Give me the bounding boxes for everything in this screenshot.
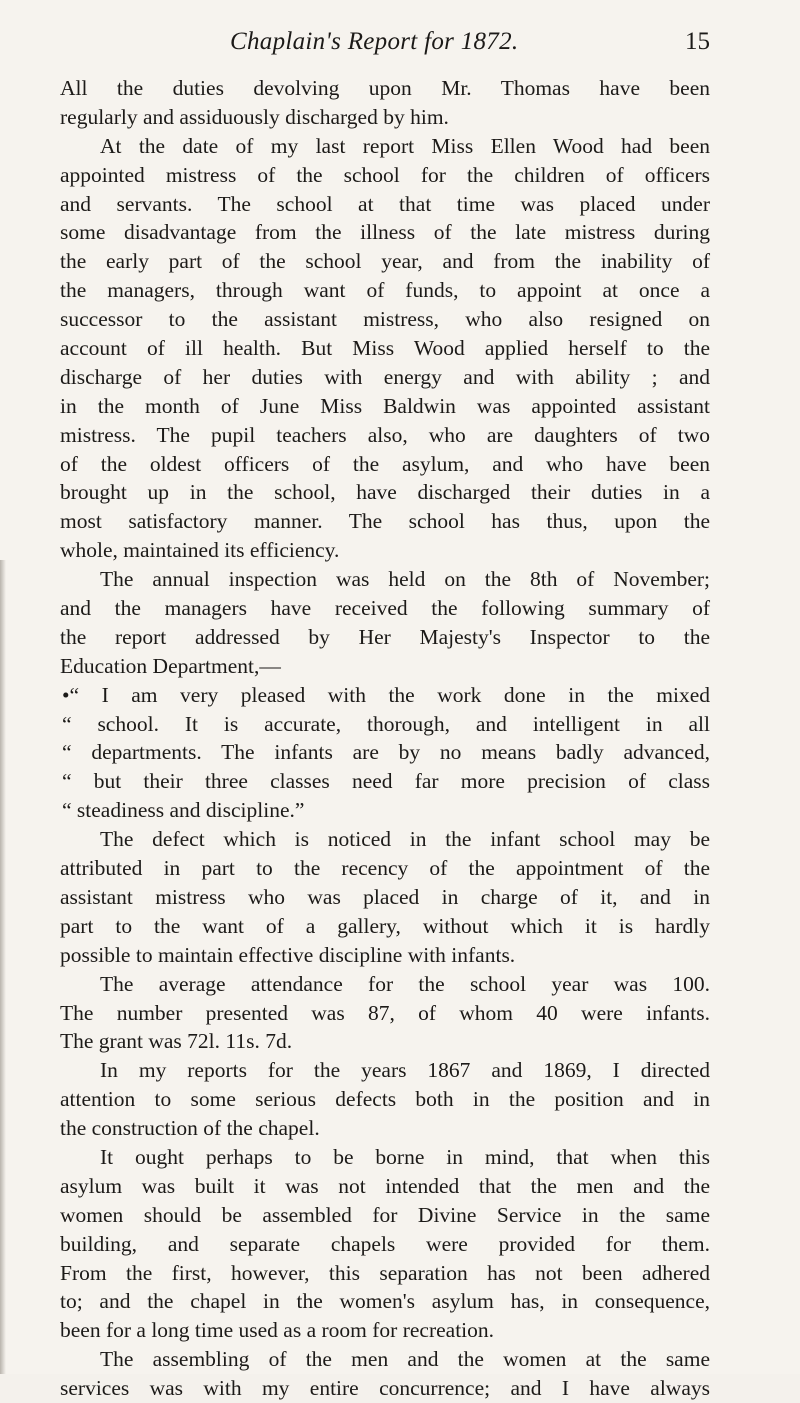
quote-line: “ but their three classes need far more precision of class	[62, 769, 710, 794]
text-line: and the managers have received the following summary of	[60, 596, 710, 621]
text-line: Education Department,—	[60, 653, 281, 678]
text-line: women should be assembled for Divine Service in the same	[60, 1202, 710, 1227]
text-line: The assembling of the men and the women at the same	[100, 1347, 710, 1372]
running-title: Chaplain's Report for 1872.	[230, 28, 519, 55]
body-text	[60, 74, 710, 1403]
text-line: The number presented was 87, of whom 40 were infants.	[60, 1000, 710, 1025]
text-line: mistress. The pupil teachers also, who are daughters of two	[60, 422, 710, 447]
text-line: The grant was 72l. 11s. 7d.	[60, 1029, 293, 1054]
text-line: most satisfactory manner. The school has thus, upon the	[60, 509, 710, 534]
text-line: brought up in the school, have discharged their duties in a	[60, 480, 710, 505]
text-line: At the date of my last report Miss Ellen Wood had been	[100, 133, 710, 158]
text-line: attributed in part to the recency of the appointment of the	[60, 856, 710, 881]
page-header	[230, 28, 710, 68]
text-line: regularly and assiduously discharged by him.	[60, 104, 449, 129]
text-line: in the month of June Miss Baldwin was appointed assistant	[60, 393, 710, 418]
text-line: possible to maintain effective discipline with infants.	[60, 942, 516, 967]
text-line: the managers, through want of funds, to appoint at once a	[60, 278, 710, 303]
text-line: attention to some serious defects both in the position and in	[60, 1087, 710, 1112]
text-line: In my reports for the years 1867 and 1869, I directed	[100, 1058, 710, 1083]
quote-line: “ steadiness and discipline.”	[62, 798, 305, 823]
text-line: whole, maintained its efficiency.	[60, 538, 340, 563]
text-line: the report addressed by Her Majesty's Inspector to the	[60, 624, 710, 649]
text-line: services was with my entire concurrence; and I have always	[60, 1376, 710, 1401]
text-line: The defect which is noticed in the infant school may be	[100, 827, 710, 852]
text-line: appointed mistress of the school for the children of officers	[60, 162, 710, 187]
scan-edge-shadow	[0, 560, 6, 1374]
text-line: to; and the chapel in the women's asylum has, in consequence,	[60, 1289, 710, 1314]
text-line: been for a long time used as a room for recreation.	[60, 1318, 495, 1343]
text-line: The average attendance for the school year was 100.	[100, 971, 710, 996]
quote-line: “ school. It is accurate, thorough, and intelligent in all	[62, 711, 710, 736]
text-line: All the duties devolving upon Mr. Thomas have been	[60, 76, 710, 100]
quote-line: “ departments. The infants are by no means badly advanced,	[62, 740, 710, 765]
text-line: the early part of the school year, and from the inability of	[60, 249, 710, 274]
text-line: successor to the assistant mistress, who also resigned on	[60, 307, 710, 332]
text-line: From the first, however, this separation has not been adhered	[60, 1260, 710, 1285]
text-line: It ought perhaps to be borne in mind, that when this	[100, 1144, 710, 1169]
text-line: part to the want of a gallery, without which it is hardly	[60, 913, 710, 938]
text-line: discharge of her duties with energy and with ability ; and	[60, 364, 710, 389]
text-line: of the oldest officers of the asylum, and who have been	[60, 451, 710, 476]
text-line: asylum was built it was not intended that the men and the	[60, 1173, 710, 1198]
text-line: the construction of the chapel.	[60, 1116, 320, 1141]
text-line: account of ill health. But Miss Wood applied herself to the	[60, 336, 710, 361]
text-line: some disadvantage from the illness of the late mistress during	[60, 220, 710, 245]
text-line: The annual inspection was held on the 8th of November;	[100, 567, 710, 592]
page-number: 15	[685, 28, 710, 55]
text-line: and servants. The school at that time was placed under	[60, 191, 710, 216]
quote-line: •“ I am very pleased with the work done in the mixed	[62, 682, 710, 707]
text-line: building, and separate chapels were provided for them.	[60, 1231, 710, 1256]
text-line: assistant mistress who was placed in charge of it, and in	[60, 884, 710, 909]
